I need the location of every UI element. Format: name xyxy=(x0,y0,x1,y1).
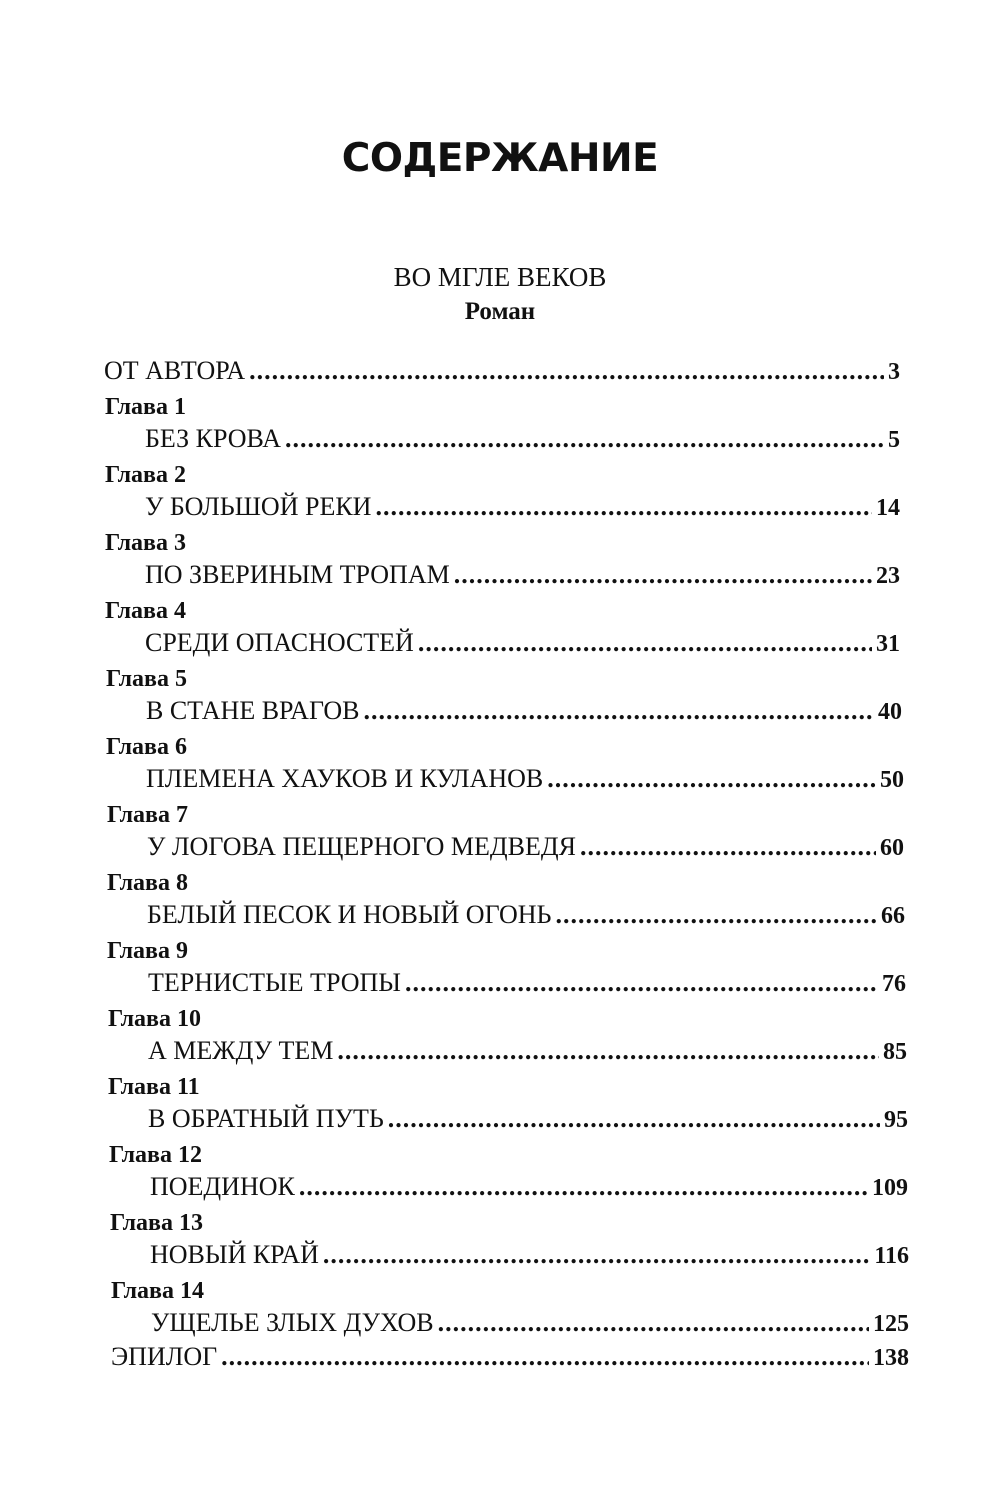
dot-leader xyxy=(454,560,872,590)
toc-page-number: 125 xyxy=(873,1311,909,1337)
toc-page-number: 60 xyxy=(880,835,904,861)
toc-entry-title: БЕЛЫЙ ПЕСОК И НОВЫЙ ОГОНЬ xyxy=(147,900,552,929)
toc-entry-chapter[interactable] xyxy=(145,424,900,454)
toc-entry-title: СРЕДИ ОПАСНОСТЕЙ xyxy=(145,628,414,657)
toc-page-number: 85 xyxy=(883,1039,907,1065)
chapter-label: Глава 14 xyxy=(111,1278,204,1304)
chapter-label: Глава 6 xyxy=(106,734,187,760)
dot-leader xyxy=(299,1172,868,1202)
toc-entry-title: ОТ АВТОРА xyxy=(104,356,246,385)
dot-leader xyxy=(363,696,874,726)
toc-entry-title: ПОЕДИНОК xyxy=(150,1172,295,1201)
toc-page-number: 5 xyxy=(888,427,900,453)
book-subtitle: Роман xyxy=(464,298,536,325)
book-title: ВО МГЛЕ ВЕКОВ xyxy=(393,262,607,292)
toc-entry-chapter[interactable] xyxy=(150,1240,909,1270)
toc-entry-chapter[interactable] xyxy=(145,492,900,522)
dot-leader xyxy=(438,1308,869,1338)
dot-leader xyxy=(249,356,884,386)
toc-entry-title: А МЕЖДУ ТЕМ xyxy=(148,1036,334,1065)
toc-page-number: 76 xyxy=(882,971,906,997)
toc-entry-title: ЭПИЛОГ xyxy=(111,1342,218,1371)
toc-entry-chapter[interactable] xyxy=(148,1036,907,1066)
toc-entry-chapter[interactable] xyxy=(148,968,906,998)
toc-page-number: 31 xyxy=(876,631,900,657)
dot-leader xyxy=(221,1342,869,1372)
toc-page-number: 23 xyxy=(876,563,900,589)
toc-entry-preface[interactable] xyxy=(104,356,900,386)
toc-entry-chapter[interactable] xyxy=(145,628,900,658)
dot-leader xyxy=(285,424,884,454)
dot-leader xyxy=(323,1240,870,1270)
toc-page-number: 138 xyxy=(873,1345,909,1371)
dot-leader xyxy=(580,832,876,862)
toc-page-number: 66 xyxy=(881,903,905,929)
chapter-label: Глава 1 xyxy=(105,394,186,420)
dot-leader xyxy=(337,1036,879,1066)
toc-entry-chapter[interactable] xyxy=(147,900,905,930)
dot-leader xyxy=(375,492,872,522)
dot-leader xyxy=(388,1104,880,1134)
toc-entry-title: В СТАНЕ ВРАГОВ xyxy=(146,696,360,725)
chapter-label: Глава 9 xyxy=(107,938,188,964)
toc-entry-chapter[interactable] xyxy=(145,560,900,590)
toc-page-number: 14 xyxy=(876,495,900,521)
toc-page-number: 3 xyxy=(888,359,900,385)
dot-leader xyxy=(418,628,872,658)
chapter-label: Глава 4 xyxy=(105,598,186,624)
toc-entry-chapter[interactable] xyxy=(151,1308,909,1338)
toc-entry-title: УЩЕЛЬЕ ЗЛЫХ ДУХОВ xyxy=(151,1308,434,1337)
toc-entry-epilogue[interactable] xyxy=(111,1342,909,1372)
chapter-label: Глава 10 xyxy=(108,1006,201,1032)
toc-entry-title: ТЕРНИСТЫЕ ТРОПЫ xyxy=(148,968,401,997)
chapter-label: Глава 3 xyxy=(105,530,186,556)
toc-entry-chapter[interactable] xyxy=(147,832,904,862)
toc-entry-chapter[interactable] xyxy=(146,696,902,726)
toc-page-number: 50 xyxy=(880,767,904,793)
chapter-label: Глава 8 xyxy=(107,870,188,896)
toc-page-number: 116 xyxy=(874,1243,909,1269)
chapter-label: Глава 2 xyxy=(105,462,186,488)
chapter-label: Глава 7 xyxy=(107,802,188,828)
toc-entry-title: ПЛЕМЕНА ХАУКОВ И КУЛАНОВ xyxy=(146,764,544,793)
dot-leader xyxy=(405,968,878,998)
toc-entry-chapter[interactable] xyxy=(148,1104,908,1134)
toc-entry-title: ПО ЗВЕРИНЫМ ТРОПАМ xyxy=(145,560,450,589)
toc-entry-title: БЕЗ КРОВА xyxy=(145,424,282,453)
toc-entry-title: НОВЫЙ КРАЙ xyxy=(150,1240,319,1269)
toc-page-number: 95 xyxy=(884,1107,908,1133)
chapter-label: Глава 13 xyxy=(110,1210,203,1236)
toc-entry-chapter[interactable] xyxy=(146,764,904,794)
dot-leader xyxy=(555,900,877,930)
chapter-label: Глава 5 xyxy=(106,666,187,692)
page-title: СОДЕРЖАНИЕ xyxy=(341,136,659,181)
dot-leader xyxy=(547,764,876,794)
toc-page-number: 109 xyxy=(872,1175,908,1201)
toc-entry-title: У ЛОГОВА ПЕЩЕРНОГО МЕДВЕДЯ xyxy=(147,832,576,861)
toc-entry-chapter[interactable] xyxy=(150,1172,908,1202)
toc-entry-title: В ОБРАТНЫЙ ПУТЬ xyxy=(148,1104,384,1133)
toc-entry-title: У БОЛЬШОЙ РЕКИ xyxy=(145,492,372,521)
chapter-label: Глава 11 xyxy=(108,1074,200,1100)
toc-page-number: 40 xyxy=(878,699,902,725)
chapter-label: Глава 12 xyxy=(109,1142,202,1168)
